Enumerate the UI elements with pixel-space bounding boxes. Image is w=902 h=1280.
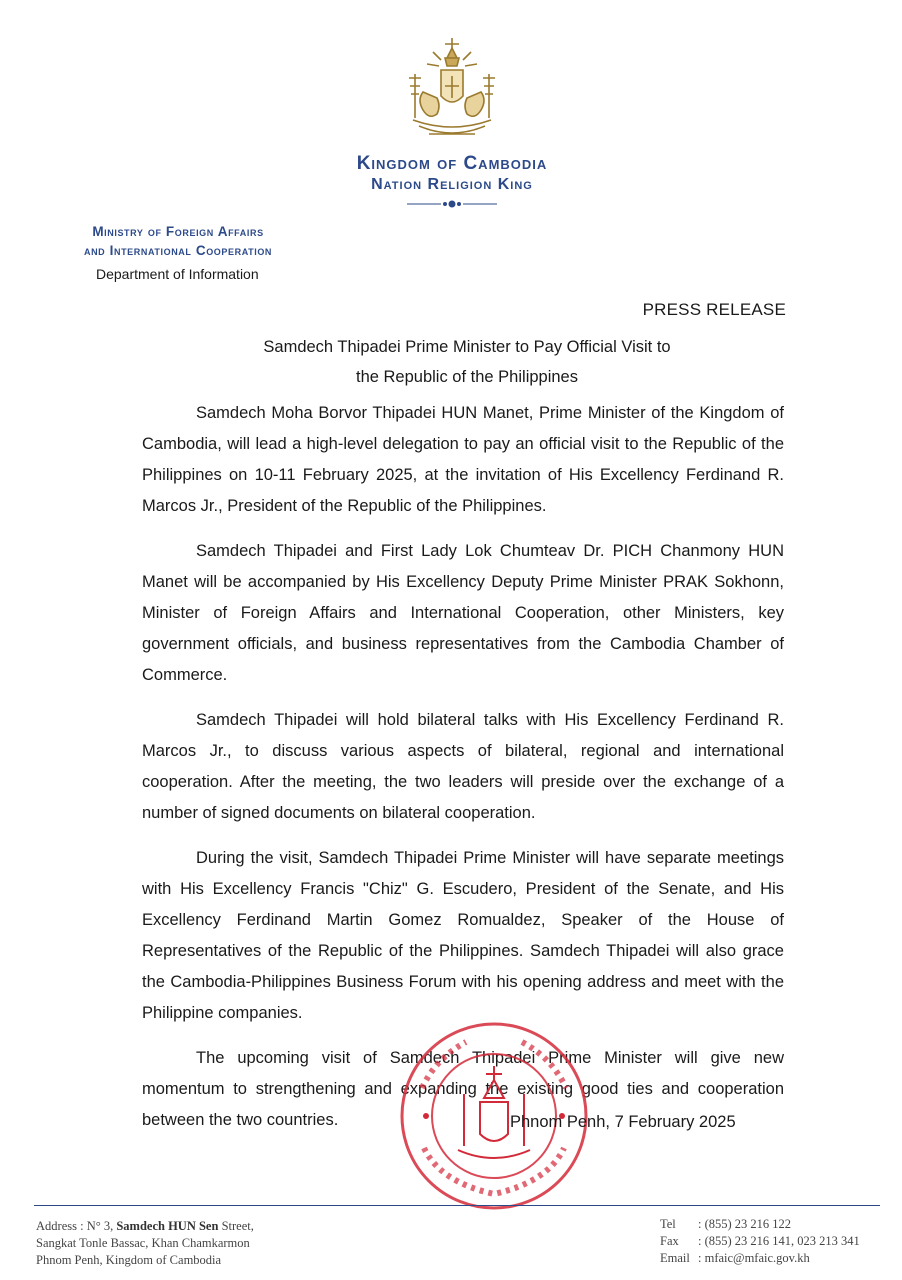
address-street-name: Samdech HUN Sen [116, 1219, 219, 1233]
footer-address [36, 1218, 254, 1269]
place-and-date: Phnom Penh, 7 February 2025 [510, 1113, 736, 1131]
address-street-suffix: Street, [218, 1219, 254, 1233]
department-name: Department of Information [96, 266, 259, 282]
fax-value: : (855) 23 216 141, 023 213 341 [698, 1234, 860, 1248]
contact-tel [660, 1216, 860, 1233]
footer-divider [34, 1205, 880, 1206]
contact-fax [660, 1233, 860, 1250]
body-paragraph: Samdech Thipadei will hold bilateral talks with His Excellency Ferdinand R. Marcos Jr., to discuss various aspects of bilateral, regional and international cooperation. After the meeting, the two leaders will preside over the exchange of a number of signed documents on bilateral cooperation. [142, 711, 784, 822]
document-type-label: PRESS RELEASE [642, 300, 786, 319]
headline-line-2: the Republic of the Philippines [356, 368, 578, 386]
royal-coat-of-arms-emblem [393, 34, 511, 146]
footer-contacts [660, 1216, 860, 1267]
body-paragraph: The upcoming visit of Samdech Thipadei Prime Minister will give new momentum to strengthening and expanding the existing good ties and cooperation between the two countries. [142, 1049, 784, 1129]
email-value[interactable]: : mfaic@mfaic.gov.kh [698, 1251, 810, 1265]
body-paragraph: Samdech Thipadei and First Lady Lok Chumteav Dr. PICH Chanmony HUN Manet will be accompanied by His Excellency Deputy Prime Minister PRAK Sokhonn, Minister of Foreign Affairs and International Cooperation, other Ministers, key government officials, and business representatives from the Cambodia Chamber of Commerce. [142, 542, 784, 684]
tel-label: Tel [660, 1217, 676, 1231]
address-line-1 [36, 1218, 254, 1235]
contact-email [660, 1250, 860, 1267]
ornament-divider [405, 198, 499, 210]
body-paragraph: During the visit, Samdech Thipadei Prime Minister will have separate meetings with His Excellency Francis "Chiz" G. Escudero, President of the Senate, and His Excellency Ferdinand Martin Gomez Romualdez, Speaker of the House of Representatives of the Republic of the Philippines. Samdech Thipadei will also grace the Cambodia-Philippines Business Forum with his opening address and meet with the Philippine companies. [142, 849, 784, 1022]
address-label: Address : N° 3, [36, 1219, 117, 1233]
body-paragraph: Samdech Moha Borvor Thipadei HUN Manet, Prime Minister of the Kingdom of Cambodia, will lead a high-level delegation to pay an official visit to the Republic of the Philippines on 10-11 February 2025, at the invitation of His Excellency Ferdinand R. Marcos Jr., President of the Republic of the Philippines. [142, 404, 784, 515]
ministry-line-2: and International Cooperation [83, 243, 273, 258]
fax-label: Fax [660, 1234, 679, 1248]
ministry-line-1: Ministry of Foreign Affairs [92, 224, 264, 239]
address-line-3: Phnom Penh, Kingdom of Cambodia [36, 1253, 222, 1267]
headline-line-1: Samdech Thipadei Prime Minister to Pay Official Visit to [263, 338, 671, 356]
tel-value: : (855) 23 216 122 [698, 1217, 792, 1231]
address-line-2: Sangkat Tonle Bassac, Khan Chamkarmon [36, 1236, 250, 1250]
national-motto: Nation Religion King [371, 176, 533, 193]
country-title: Kingdom of Cambodia [356, 153, 548, 174]
press-release-headline [200, 332, 734, 392]
ministry-name [28, 222, 328, 260]
email-label: Email [660, 1251, 690, 1265]
